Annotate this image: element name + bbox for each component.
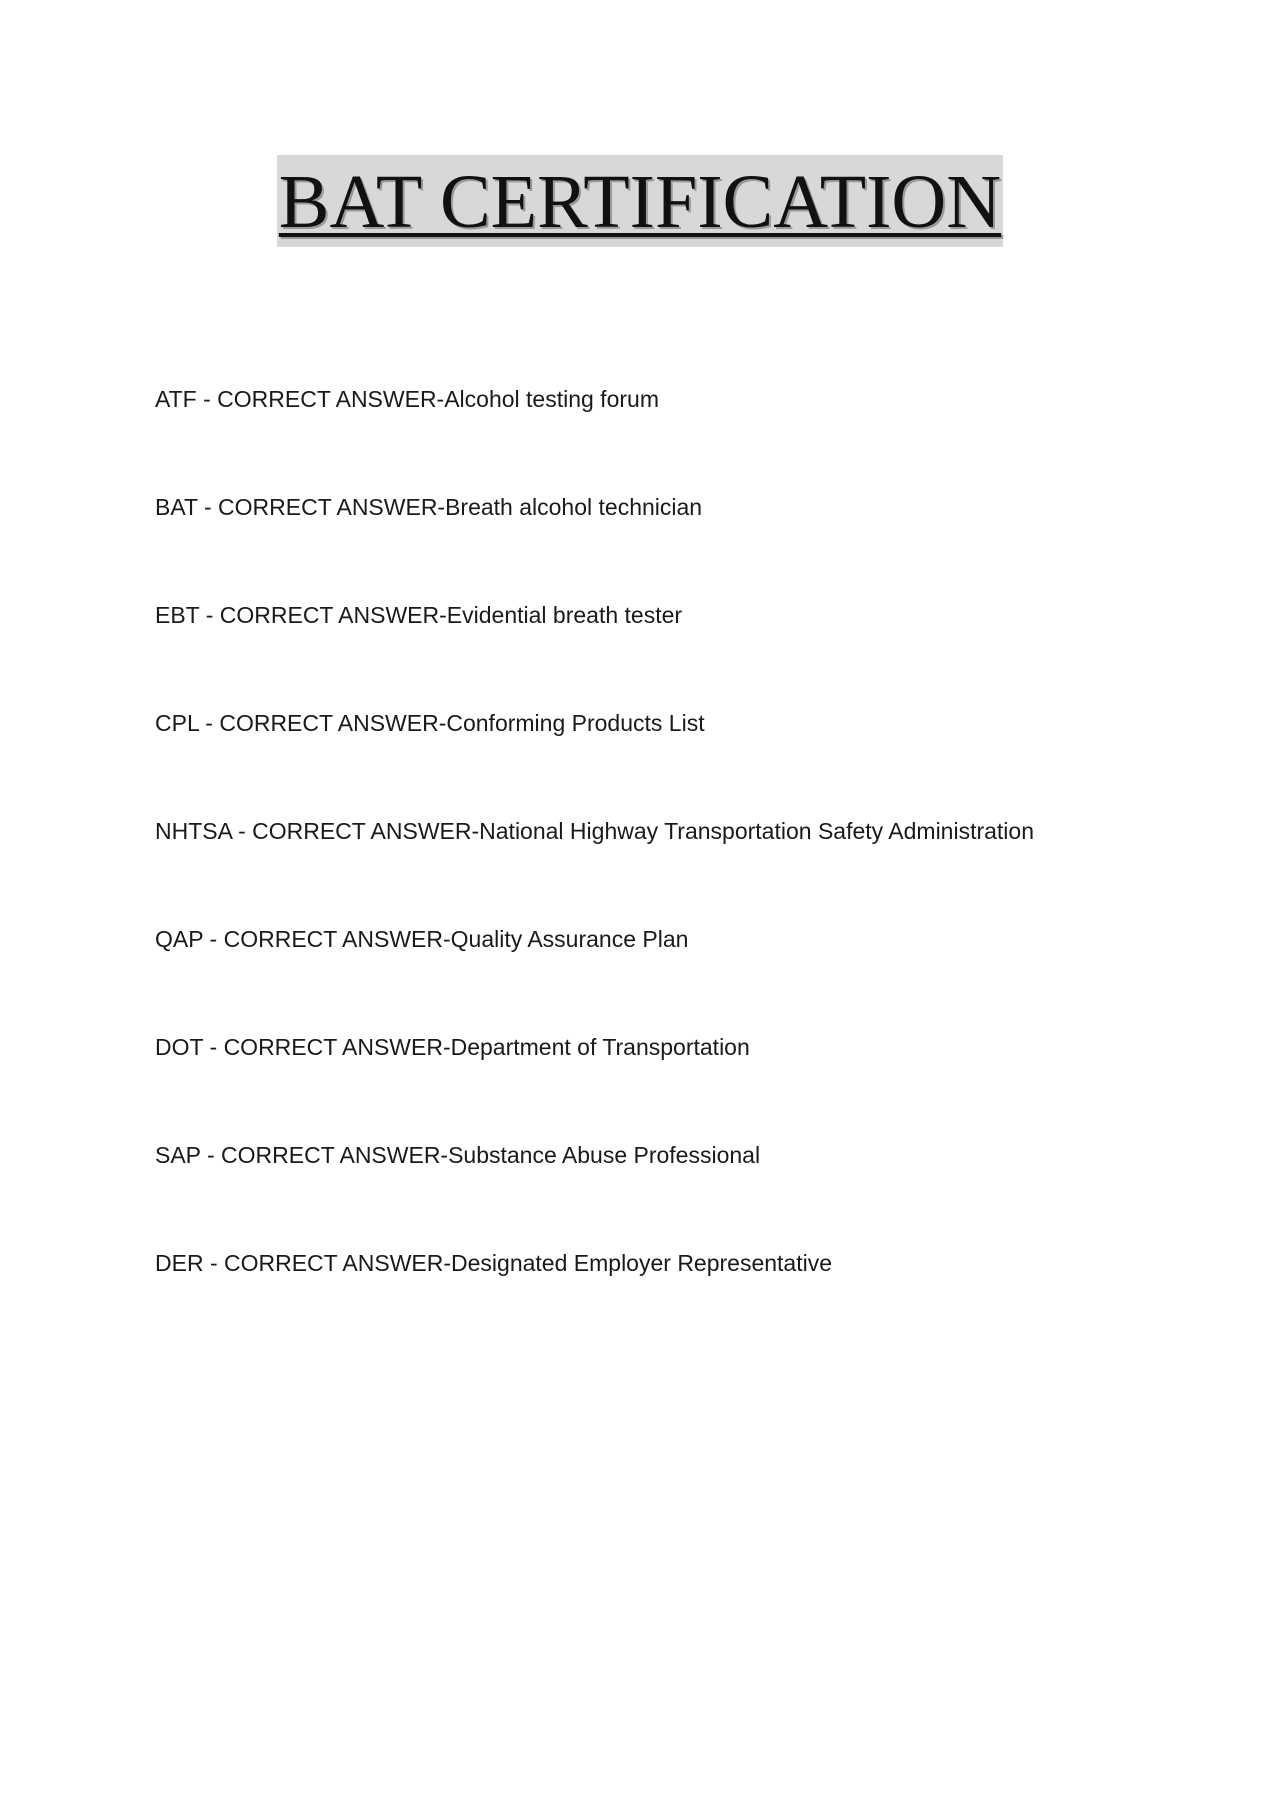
qa-item-nhtsa: NHTSA - CORRECT ANSWER-National Highway Transportation Safety Administration xyxy=(155,818,1034,844)
qa-item-dot: DOT - CORRECT ANSWER-Department of Transportation xyxy=(155,1034,750,1060)
qa-item-sap: SAP - CORRECT ANSWER-Substance Abuse Professional xyxy=(155,1142,761,1168)
qa-item-bat: BAT - CORRECT ANSWER-Breath alcohol technician xyxy=(155,494,703,520)
qa-item-atf: ATF - CORRECT ANSWER-Alcohol testing forum xyxy=(155,386,659,412)
page-title: BAT CERTIFICATION xyxy=(277,155,1003,247)
qa-item-der: DER - CORRECT ANSWER-Designated Employer Representative xyxy=(155,1250,833,1276)
qa-item-qap: QAP - CORRECT ANSWER-Quality Assurance Plan xyxy=(155,926,689,952)
qa-item-cpl: CPL - CORRECT ANSWER-Conforming Products List xyxy=(155,710,705,736)
qa-item-ebt: EBT - CORRECT ANSWER-Evidential breath tester xyxy=(155,602,683,628)
title-container xyxy=(0,155,1280,247)
qa-list xyxy=(155,384,1155,1356)
